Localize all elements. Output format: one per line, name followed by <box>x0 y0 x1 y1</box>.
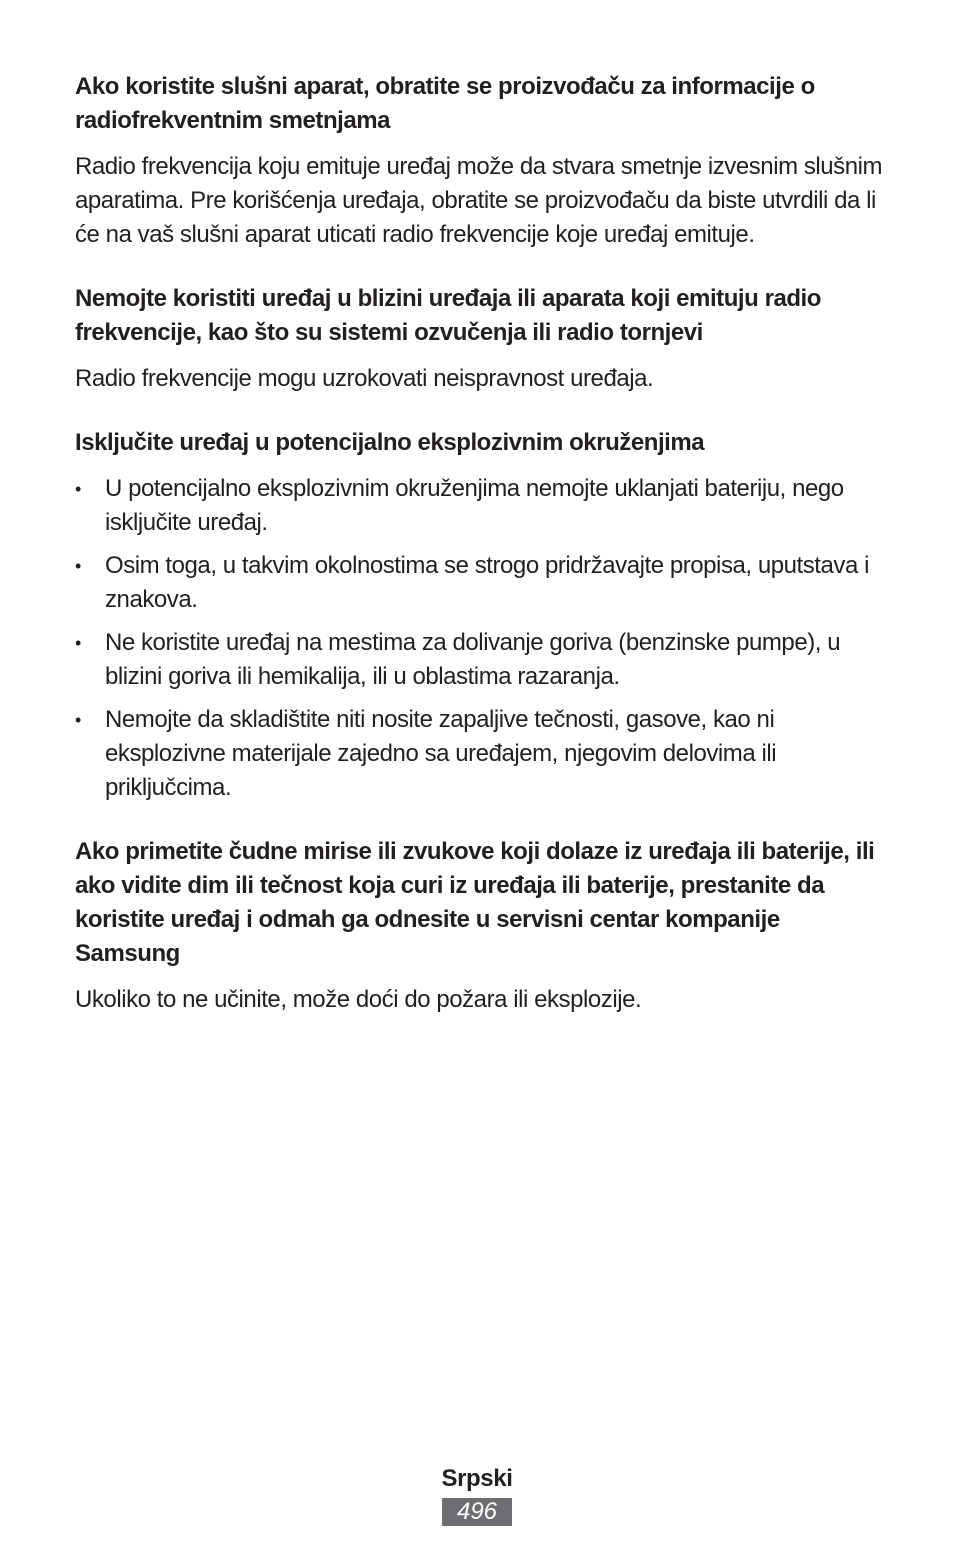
bullet-icon: • <box>75 479 81 499</box>
section-heading: Isključite uređaj u potencijalno eksplozivnim okruženjima <box>75 429 705 456</box>
section-radio-emitters <box>75 282 887 396</box>
section-paragraph: Radio frekvencije mogu uzrokovati neispravnost uređaja. <box>75 365 654 392</box>
list-item <box>75 549 887 617</box>
list-item-text: U potencijalno eksplozivnim okruženjima nemojte uklanjati bateriju, nego isključite uređaj. <box>105 475 844 536</box>
section-explosive-environments <box>75 426 887 805</box>
bullet-icon: • <box>75 556 81 576</box>
section-heading: Ako primetite čudne mirise ili zvukove koji dolaze iz uređaja ili baterije, ili ako vidite dim ili tečnost koja curi iz uređaja ili baterije, prestanite da koristite uređaj i odmah ga odnesite u servisni centar kompanije Samsung <box>75 838 875 967</box>
list-item-text: Osim toga, u takvim okolnostima se strogo pridržavajte propisa, uputstava i znakova. <box>105 552 869 613</box>
list-item-text: Ne koristite uređaj na mestima za dolivanje goriva (benzinske pumpe), u blizini goriva ili hemikalija, ili u oblastima razaranja. <box>105 629 841 690</box>
list-item-text: Nemojte da skladištite niti nosite zapaljive tečnosti, gasove, kao ni eksplozivne materijale zajedno sa uređajem, njegovim delovima ili priključcima. <box>105 706 777 801</box>
bullet-icon: • <box>75 710 81 730</box>
page-number: 496 <box>442 1498 512 1526</box>
bullet-icon: • <box>75 633 81 653</box>
section-heading: Ako koristite slušni aparat, obratite se proizvođaču za informacije o radiofrekventnim smetnjama <box>75 73 815 134</box>
section-heading: Nemojte koristiti uređaj u blizini uređaja ili aparata koji emituju radio frekvencije, kao što su sistemi ozvučenja ili radio tornjevi <box>75 285 821 346</box>
document-body <box>75 70 887 1047</box>
footer-language: Srpski <box>441 1465 513 1492</box>
bullet-list <box>75 472 887 805</box>
section-paragraph: Ukoliko to ne učinite, može doći do požara ili eksplozije. <box>75 986 642 1013</box>
page-footer <box>0 1462 954 1526</box>
section-paragraph: Radio frekvencija koju emituje uređaj može da stvara smetnje izvesnim slušnim aparatima. Pre korišćenja uređaja, obratite se proizvođaču da biste utvrdili da li će na vaš slušni aparat uticati radio frekvencije koje uređaj emituje. <box>75 153 883 248</box>
section-strange-smells <box>75 835 887 1017</box>
list-item <box>75 472 887 540</box>
list-item <box>75 703 887 805</box>
list-item <box>75 626 887 694</box>
section-hearing-aids <box>75 70 887 252</box>
